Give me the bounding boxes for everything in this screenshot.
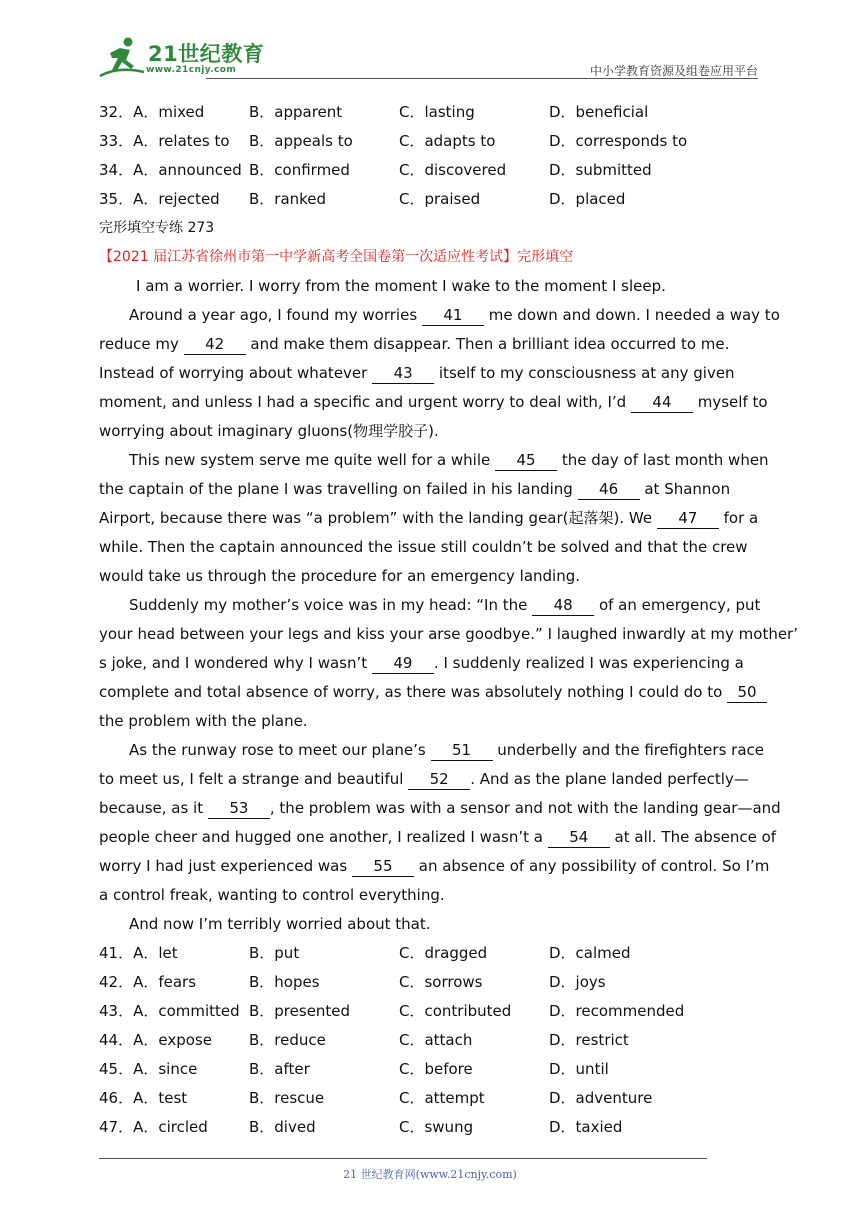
passage-text: itself to my consciousness at any given — [438, 364, 735, 382]
logo-url: www.21cnjy.com — [146, 65, 237, 75]
passage-text: your head between your legs and kiss your arse goodbye.” I laughed inwardly at my mother’ — [99, 625, 798, 643]
option-row-45 — [99, 1055, 764, 1084]
passage-text: a control freak, wanting to control everything. — [99, 886, 445, 904]
passage-text: the captain of the plane I was travelling on failed in his landing — [99, 480, 573, 498]
header-platform-name: 中小学教育资源及组卷应用平台 — [589, 64, 758, 78]
passage-text: Instead of worrying about whatever — [99, 364, 368, 382]
passage-line — [99, 330, 764, 359]
passage-line — [99, 591, 764, 620]
option-d: D．calmed — [549, 944, 631, 962]
passage-text: s joke, and I wondered why I wasn’t — [99, 654, 368, 672]
passage — [99, 272, 798, 939]
passage-line — [99, 649, 764, 678]
passage-line — [99, 417, 764, 446]
passage-line — [99, 388, 768, 417]
option-c: C．attach — [399, 1031, 473, 1049]
passage-text: people cheer and hugged one another, I realized I wasn’t a — [99, 828, 543, 846]
passage-line — [99, 736, 764, 765]
passage-text: Suddenly my mother’s voice was in my head: “In the — [129, 596, 528, 614]
option-b: B．dived — [249, 1118, 316, 1136]
option-d: D．corresponds to — [549, 132, 688, 150]
section-title: 完形填空专练 273 — [99, 220, 215, 236]
option-a: 32．A．mixed — [99, 103, 205, 121]
passage-text: me down and down. I needed a way to — [488, 306, 780, 324]
option-d: D．recommended — [549, 1002, 685, 1020]
passage-text: because, as it — [99, 799, 204, 817]
page-footer: 21 世纪教育网(www.21cnjy.com) — [343, 1168, 517, 1181]
option-b: B．ranked — [249, 190, 327, 208]
passage-line — [99, 794, 781, 823]
blank-43: 43 — [372, 363, 434, 384]
option-a: 47．A．circled — [99, 1118, 208, 1136]
option-a: 42．A．fears — [99, 973, 197, 991]
passage-text: the day of last month when — [561, 451, 769, 469]
passage-text: complete and total absence of worry, as there was absolutely nothing I could do to — [99, 683, 723, 701]
passage-line — [99, 504, 764, 533]
passage-text: while. Then the captain announced the issue still couldn’t be solved and that the crew — [99, 538, 748, 556]
passage-line — [99, 881, 764, 910]
option-c: C．praised — [399, 190, 481, 208]
blank-42: 42 — [184, 334, 246, 355]
runner-logo-icon — [98, 36, 148, 80]
passage-text: the problem with the plane. — [99, 712, 308, 730]
blank-51: 51 — [431, 740, 493, 761]
passage-text: an absence of any possibility of control. So I’m — [418, 857, 770, 875]
passage-line — [99, 823, 777, 852]
passage-text: Airport, because there was “a problem” with the landing gear(起落架). We — [99, 509, 653, 527]
option-d: D．beneficial — [549, 103, 649, 121]
option-row-46 — [99, 1084, 764, 1113]
option-row-32 — [99, 98, 764, 127]
blank-53: 53 — [208, 798, 270, 819]
passage-line — [99, 446, 769, 475]
option-d: D．adventure — [549, 1089, 653, 1107]
passage-line — [99, 301, 780, 330]
option-c: C．adapts to — [399, 132, 496, 150]
blank-47: 47 — [657, 508, 719, 529]
passage-text: . I suddenly realized I was experiencing a — [433, 654, 744, 672]
passage-text: underbelly and the firefighters race — [497, 741, 764, 759]
logo-text: 21世纪教育 — [148, 42, 265, 66]
option-a: 43．A．committed — [99, 1002, 240, 1020]
footer-rule — [99, 1158, 707, 1159]
passage-text: myself to — [697, 393, 768, 411]
passage-line — [99, 852, 770, 881]
passage-line — [99, 707, 764, 736]
option-row-35 — [99, 185, 764, 214]
option-b: B．rescue — [249, 1089, 325, 1107]
option-b: B．reduce — [249, 1031, 326, 1049]
passage-line — [99, 562, 764, 591]
passage-line — [99, 910, 764, 939]
option-row-47 — [99, 1113, 764, 1142]
option-b: B．presented — [249, 1002, 351, 1020]
option-c: C．swung — [399, 1118, 474, 1136]
option-a: 33．A．relates to — [99, 132, 230, 150]
option-c: C．contributed — [399, 1002, 512, 1020]
blank-54: 54 — [548, 827, 610, 848]
option-c: C．lasting — [399, 103, 475, 121]
option-row-34 — [99, 156, 764, 185]
option-d: D．taxied — [549, 1118, 623, 1136]
passage-text: , the problem was with a sensor and not with the landing gear—and — [269, 799, 781, 817]
passage-line — [99, 359, 764, 388]
passage-text: and make them disappear. Then a brilliant idea occurred to me. — [250, 335, 730, 353]
option-d: D．placed — [549, 190, 626, 208]
passage-text: of an emergency, put — [598, 596, 761, 614]
blank-46: 46 — [578, 479, 640, 500]
passage-text: for a — [723, 509, 759, 527]
passage-line — [99, 765, 764, 794]
option-b: B．appeals to — [249, 132, 353, 150]
option-row-43 — [99, 997, 764, 1026]
passage-text: would take us through the procedure for an emergency landing. — [99, 567, 581, 585]
option-b: B．confirmed — [249, 161, 350, 179]
option-a: 45．A．since — [99, 1060, 198, 1078]
passage-text: reduce my — [99, 335, 179, 353]
option-a: 44．A．expose — [99, 1031, 212, 1049]
page-header — [98, 36, 758, 80]
option-c: C．sorrows — [399, 973, 483, 991]
option-row-33 — [99, 127, 764, 156]
option-c: C．dragged — [399, 944, 488, 962]
blank-45: 45 — [495, 450, 557, 471]
option-b: B．after — [249, 1060, 310, 1078]
option-c: C．before — [399, 1060, 473, 1078]
exam-title: 【2021 届江苏省徐州市第一中学新高考全国卷第一次适应性考试】完形填空 — [99, 249, 574, 265]
option-d: D．restrict — [549, 1031, 629, 1049]
blank-50: 50 — [727, 682, 767, 703]
option-b: B．hopes — [249, 973, 320, 991]
passage-line — [99, 475, 764, 504]
blank-49: 49 — [372, 653, 434, 674]
blank-55: 55 — [352, 856, 414, 877]
passage-line — [99, 678, 764, 707]
options-top — [99, 98, 764, 214]
passage-line — [99, 620, 798, 649]
passage-text: at Shannon — [644, 480, 731, 498]
option-d: D．submitted — [549, 161, 652, 179]
option-b: B．apparent — [249, 103, 343, 121]
option-row-41 — [99, 939, 764, 968]
option-b: B．put — [249, 944, 300, 962]
passage-text: And now I’m terribly worried about that. — [129, 915, 431, 933]
option-row-42 — [99, 968, 764, 997]
passage-text: Around a year ago, I found my worries — [129, 306, 418, 324]
passage-text: to meet us, I felt a strange and beautiful — [99, 770, 404, 788]
site-logo — [98, 36, 268, 80]
passage-text: This new system serve me quite well for a while — [129, 451, 491, 469]
passage-text: worry I had just experienced was — [99, 857, 348, 875]
option-a: 35．A．rejected — [99, 190, 220, 208]
option-a: 46．A．test — [99, 1089, 188, 1107]
option-row-44 — [99, 1026, 764, 1055]
passage-line — [99, 533, 764, 562]
blank-48: 48 — [532, 595, 594, 616]
document-body — [99, 98, 798, 1142]
options-bottom — [99, 939, 764, 1142]
option-c: C．attempt — [399, 1089, 485, 1107]
option-c: C．discovered — [399, 161, 507, 179]
header-rule — [206, 78, 758, 79]
passage-text: I am a worrier. I worry from the moment I wake to the moment I sleep. — [136, 277, 666, 295]
option-a: 34．A．announced — [99, 161, 242, 179]
passage-text: at all. The absence of — [614, 828, 777, 846]
passage-text: As the runway rose to meet our plane’s — [129, 741, 426, 759]
blank-44: 44 — [631, 392, 693, 413]
blank-52: 52 — [408, 769, 470, 790]
option-d: D．until — [549, 1060, 609, 1078]
passage-text: . And as the plane landed perfectly— — [470, 770, 749, 788]
passage-text: moment, and unless I had a specific and urgent worry to deal with, I’d — [99, 393, 627, 411]
passage-line — [99, 272, 764, 301]
blank-41: 41 — [422, 305, 484, 326]
option-d: D．joys — [549, 973, 606, 991]
passage-text: worrying about imaginary gluons(物理学胶子). — [99, 422, 439, 440]
option-a: 41．A．let — [99, 944, 178, 962]
